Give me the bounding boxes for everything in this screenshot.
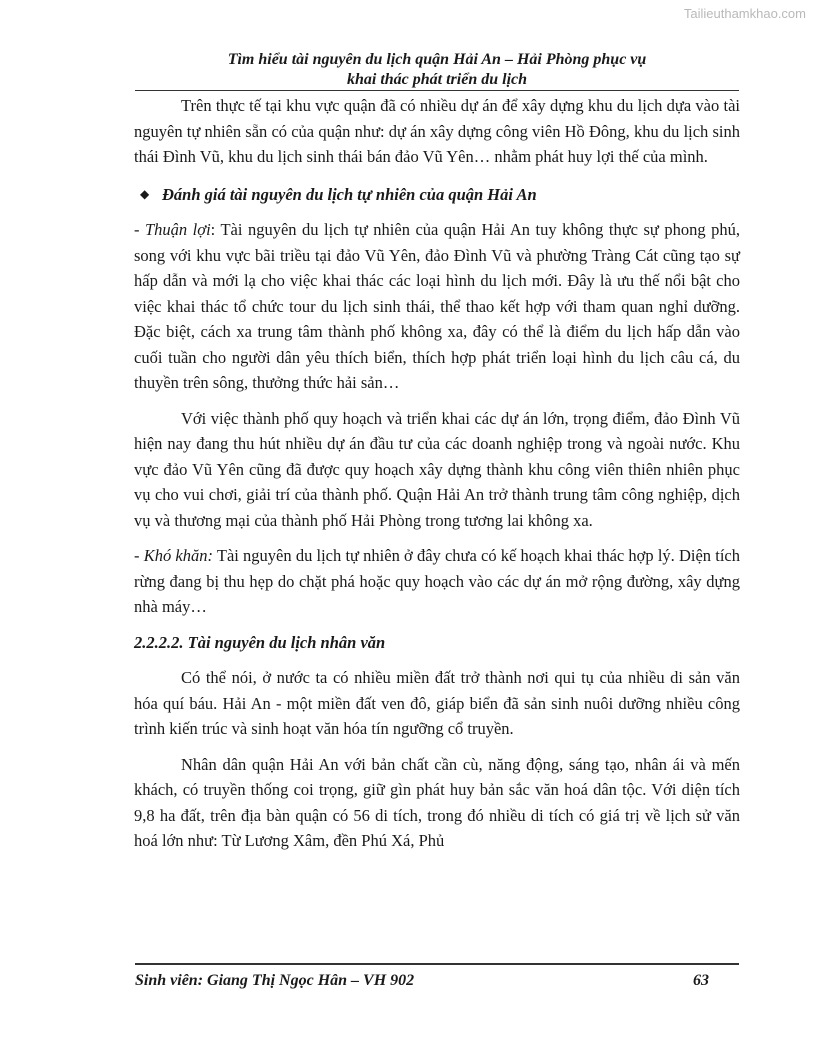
footer-author: Sinh viên: Giang Thị Ngọc Hân – VH 902 — [135, 972, 415, 989]
advantages-label: - Thuận lợi — [134, 220, 211, 239]
header-line-2: khai thác phát triển du lịch — [346, 71, 528, 88]
watermark: Tailieuthamkhao.com — [683, 6, 806, 21]
header-divider — [135, 90, 739, 91]
diamond-bullet-icon: ◆ — [140, 186, 150, 201]
paragraph-advantages — [134, 217, 740, 396]
paragraph-projects: Trên thực tế tại khu vực quận đã có nhiều dự án để xây dựng khu du lịch dựa vào tài nguyên tự nhiên sẵn có của quận như: dự án xây dựng công viên Hồ Đông, khu du lịch sinh thái Đình Vũ, khu du lịch sinh thái bán đảo Vũ Yên… nhằm phát huy lợi thế của mình. — [134, 96, 740, 166]
footer-divider — [135, 963, 739, 965]
bullet-heading-text: Đánh giá tài nguyên du lịch tự nhiên của quận Hải An — [162, 184, 537, 204]
difficulties-text: Tài nguyên du lịch tự nhiên ở đây chưa có kế hoạch khai thác hợp lý. Diện tích rừng đang bị thu hẹp do chặt phá hoặc quy hoạch vào các dự án mở rộng đường, xây dựng nhà máy… — [134, 546, 740, 616]
section-heading-humanities: 2.2.2.2. Tài nguyên du lịch nhân văn — [134, 632, 386, 652]
running-header — [135, 50, 739, 90]
difficulties-label: - Khó khăn: — [134, 546, 213, 565]
advantages-text: : Tài nguyên du lịch tự nhiên của quận Hải An tuy không thực sự phong phú, song với khu vực bãi triều tại đảo Vũ Yên, đảo Đình Vũ và phường Tràng Cát cũng tạo sự hấp dẫn và mới lạ cho việc khai thác các loại hình du lịch mới. Đây là ưu thế nổi bật cho việc khai thác tổ chức tour du lịch sinh thái, thể thao kết hợp với tham quan nghỉ dưỡng. Đặc biệt, cách xa trung tâm thành phố không xa, đây có thể là điểm du lịch hấp dẫn vào cuối tuần cho người dân yêu thích biển, thích hợp phát triển loại hình du lịch câu cá, du thuyền trên sông, thưởng thức hải sản… — [134, 220, 740, 392]
page-body — [134, 93, 740, 854]
paragraph-difficulties — [134, 543, 740, 620]
paragraph-people: Nhân dân quận Hải An với bản chất cần cù, năng động, sáng tạo, nhân ái và mến khách, có truyền thống coi trọng, giữ gìn phát huy bản sắc văn hoá dân tộc. Với diện tích 9,8 ha đất, trên địa bàn quận có 56 di tích, trong đó nhiều di tích có giá trị về lịch sử văn hoá lớn như: Từ Lương Xâm, đền Phú Xá, Phủ — [134, 754, 740, 850]
bullet-heading-natural-assessment — [134, 182, 740, 208]
paragraph-heritage: Có thể nói, ở nước ta có nhiều miền đất trở thành nơi qui tụ của nhiều di sản văn hóa quí báu. Hải An - một miền đất ven đô, giáp biển đã sản sinh nuôi dưỡng nhiều công trình kiến trúc và sinh hoạt văn hóa tín ngưỡng cổ truyền. — [134, 668, 740, 738]
header-line-1: Tìm hiểu tài nguyên du lịch quận Hải An – Hải Phòng phục vụ — [227, 51, 647, 68]
page-number: 63 — [693, 972, 709, 989]
paragraph-planning: Với việc thành phố quy hoạch và triển khai các dự án lớn, trọng điểm, đảo Đình Vũ hiện nay đang thu hút nhiều dự án đầu tư của các doanh nghiệp trong và ngoài nước. Khu vực đảo Vũ Yên cũng đã được quy hoạch xây dựng thành khu công viên thiên nhiên phục vụ cho vui chơi, giải trí của thành phố. Quận Hải An trở thành trung tâm công nghiệp, dịch vụ và thương mại của thành phố Hải Phòng trong tương lai không xa. — [134, 408, 740, 530]
